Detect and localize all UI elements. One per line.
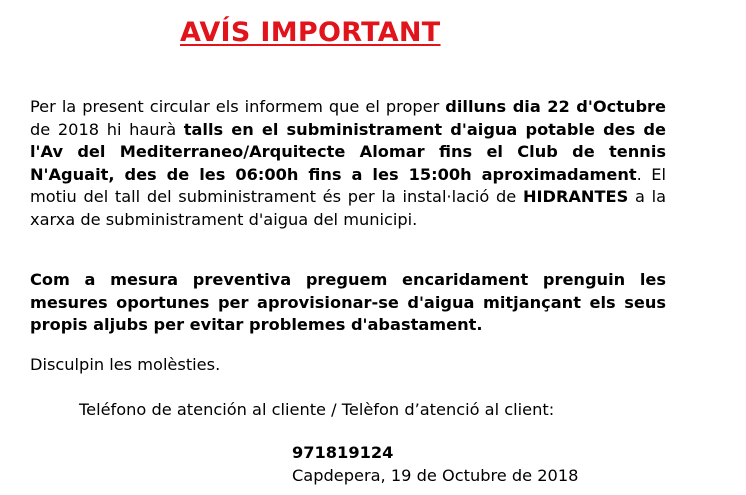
notice-title: AVÍS IMPORTANT (180, 17, 441, 48)
phone-label: Teléfono de atención al cliente / Telèfon d’atenció al client: (79, 400, 555, 419)
text-segment: a la xarxa de subministrament d'aigua del municipi. (30, 187, 666, 229)
apology-text: Disculpin les molèsties. (30, 355, 221, 374)
text-segment: . El motiu del tall del subministrament és per la instal·lació de (30, 164, 666, 207)
bold-hydrants: HIDRANTES (522, 187, 629, 207)
text-segment: Per la present circular els informem que el proper (30, 97, 446, 116)
phone-number: 971819124 (292, 443, 394, 462)
text-segment: de 2018 hi haurà (30, 119, 184, 139)
bold-date: dilluns dia 22 d'Octubre (445, 97, 666, 116)
bold-outage-details: talls en el subministrament d'aigua potable des de l'Av del Mediterraneo/Arquitecte Alomar fins el Club de tennis N'Aguait, des de les 06:00h fins a les 15:00h aproximadament (30, 119, 666, 184)
place-date: Capdepera, 19 de Octubre de 2018 (292, 466, 579, 485)
notice-paragraph-preventive (30, 269, 666, 337)
bold-preventive-text: Com a mesura preventiva preguem encaridament prenguin les mesures oportunes per aprovisionar-se d'aigua mitjançant els seus propis aljubs per evitar problemes d'abastament. (30, 270, 666, 335)
notice-paragraph-main (30, 96, 666, 232)
